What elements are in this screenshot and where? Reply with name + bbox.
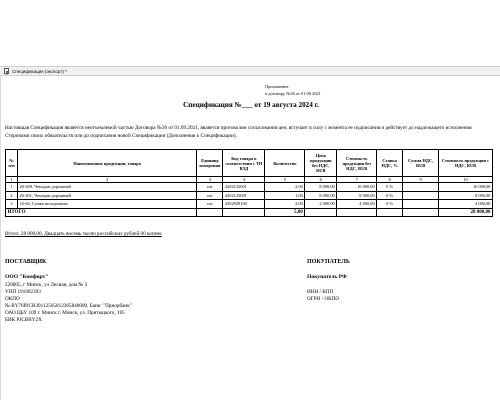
table-header-row <box>6 150 493 177</box>
cell-total: 8 000,00 <box>439 191 493 200</box>
total-empty-cell <box>337 208 377 217</box>
table-total-row <box>6 208 493 217</box>
col-number: 1 <box>6 177 18 183</box>
cell-num: 2 <box>6 191 18 200</box>
cell-vat-rate[interactable]: 0 % <box>377 200 403 209</box>
cell-num: 1 <box>6 183 18 192</box>
total-empty-cell <box>223 208 265 217</box>
col-number: 3 <box>197 177 223 183</box>
cell-code[interactable]: 4202125001 <box>223 191 265 200</box>
supplier-bank: ОАО ЦБУ 109 г. Минск г. Минск, ул. Притыцкого, 105 <box>5 310 125 316</box>
cell-code[interactable]: 4202929100 <box>223 200 265 209</box>
window-title: Спецификация (экспорт) * <box>12 68 67 74</box>
supplier-heading: ПОСТАВЩИК <box>5 259 47 265</box>
col-number: 2 <box>17 177 196 183</box>
buyer-inn: ИНН / КПП <box>307 289 334 295</box>
cell-name[interactable]: 20-200, Чемодан дорожный <box>17 183 196 192</box>
document-page <box>0 76 500 400</box>
supplier-account: № BY76PJCB30112565812365840000, Банк: "Приорбанк" <box>5 303 132 309</box>
cell-price[interactable]: 2 000,00 <box>305 200 337 209</box>
spec-title: Спецификация №___ от 19 августа 2024 г. <box>183 101 319 109</box>
table-row[interactable] <box>6 191 493 200</box>
cell-cost: 16 000,00 <box>337 183 377 192</box>
col-header-code: Код товара в соответствии с ТН ВЭД <box>223 150 265 177</box>
cell-unit[interactable]: шт <box>197 183 223 192</box>
cell-qty[interactable]: 2,00 <box>265 183 305 192</box>
cell-qty[interactable]: 1,00 <box>265 191 305 200</box>
col-number: 6 <box>305 177 337 183</box>
buyer-name: Покупатель РФ <box>307 274 347 280</box>
supplier-okpo: ОКПО <box>5 296 20 302</box>
total-label: ИТОГО <box>6 208 197 217</box>
col-header-name: Наименование продукции, товара <box>17 150 196 177</box>
supplier-address: 220005, г Минск, ул Лесная, дом № 3 <box>5 282 88 288</box>
col-header-num: № п/п <box>6 150 18 177</box>
cell-total: 16 000,00 <box>439 183 493 192</box>
col-header-vat-sum: Сумма НДС, RUB <box>403 150 439 177</box>
col-number: 5 <box>265 177 305 183</box>
total-empty-cell <box>305 208 337 217</box>
cell-unit[interactable]: шт <box>197 191 223 200</box>
cell-price[interactable]: 8 000,00 <box>305 191 337 200</box>
supplier-name: ООО "Комфорт" <box>5 274 49 280</box>
cell-vat-rate[interactable]: 0 % <box>377 191 403 200</box>
cell-vat-sum <box>403 191 439 200</box>
col-header-vat-rate: Ставка НДС, % <box>377 150 403 177</box>
total-summary: Итого: 28 000,00, Двадцать восемь тысяч российских рублей 00 копеек <box>5 231 162 237</box>
col-header-total: Стоимость продукции с НДС, RUB <box>439 150 493 177</box>
supplier-bik: БИК PJCBBY2X <box>5 317 42 323</box>
cell-total: 4 000,00 <box>439 200 493 209</box>
annex-line-1: Приложение <box>265 84 289 89</box>
cell-name[interactable]: 16-64, Сумка молодежная <box>17 200 196 209</box>
cell-name[interactable]: 20-201, Чемодан дорожный <box>17 191 196 200</box>
total-empty-cell <box>197 208 223 217</box>
cell-cost: 8 000,00 <box>337 191 377 200</box>
col-header-qty: Количество <box>265 150 305 177</box>
col-number: 10 <box>439 177 493 183</box>
col-header-price: Цена продукции без НДС, RUB <box>305 150 337 177</box>
annex-note <box>265 84 321 97</box>
cell-code[interactable]: 4202125001 <box>223 183 265 192</box>
cell-price[interactable]: 8 000,00 <box>305 183 337 192</box>
col-number: 9 <box>403 177 439 183</box>
col-number: 7 <box>337 177 377 183</box>
table-row[interactable] <box>6 183 493 192</box>
col-header-unit: Единица измерения <box>197 150 223 177</box>
cell-cost: 4 000,00 <box>337 200 377 209</box>
supplier-unp: УНП 191002393 <box>5 289 41 295</box>
window-titlebar[interactable] <box>0 66 500 76</box>
cell-vat-sum <box>403 200 439 209</box>
total-sum: 28 000,00 <box>439 208 493 217</box>
col-number: 8 <box>377 177 403 183</box>
buyer-ogrn: ОГРН / ОКПО <box>307 296 340 302</box>
cell-vat-rate[interactable]: 0 % <box>377 183 403 192</box>
annex-line-2: к договору №36 от 01.09.2021 <box>265 90 321 96</box>
document-icon <box>4 68 9 74</box>
cell-qty[interactable]: 2,00 <box>265 200 305 209</box>
cell-vat-sum <box>403 183 439 192</box>
cell-unit[interactable]: шт <box>197 200 223 209</box>
spec-intro: Настоящая Спецификация является неотъемлемой частью Договора №36 от 01.09.2021, является протоколом согласования цен, вступает в силу с момента ее подписания и действует до надлежащего исполнения Сторонами своих обязательств или до подписания новой Спецификации (Дополнения к Спецификации). <box>5 125 472 139</box>
table-row[interactable] <box>6 200 493 209</box>
total-empty-cell <box>403 208 439 217</box>
cell-num: 3 <box>6 200 18 209</box>
col-header-cost: Стоимость продукции без НДС, RUB <box>337 150 377 177</box>
total-qty: 5,00 <box>265 208 305 217</box>
total-empty-cell <box>377 208 403 217</box>
col-number: 4 <box>223 177 265 183</box>
spec-table <box>5 149 493 217</box>
buyer-heading: ПОКУПАТЕЛЬ <box>307 259 350 265</box>
